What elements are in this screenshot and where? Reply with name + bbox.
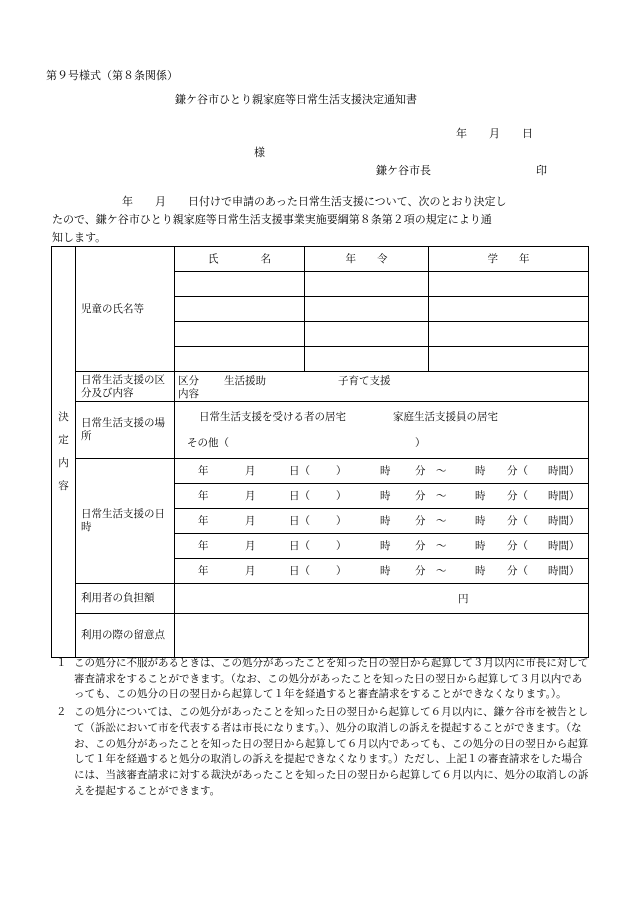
header-grade: 学 年 xyxy=(429,247,589,272)
dt-hours: 時間） xyxy=(548,540,580,552)
dt-hour-end: 時 xyxy=(475,515,486,527)
intro-line-3: 知します。 xyxy=(52,231,107,244)
dt-minute-end: 分（ xyxy=(507,465,528,477)
burden-unit: 円 xyxy=(458,593,469,605)
place-other-close: ） xyxy=(415,437,426,449)
dt-hours: 時間） xyxy=(548,465,580,477)
dt-hour-end: 時 xyxy=(475,465,486,477)
dt-paren: ） xyxy=(336,465,347,477)
dt-day: 日（ xyxy=(289,565,310,577)
dt-paren: ） xyxy=(336,565,347,577)
dt-month: 月 xyxy=(245,490,256,502)
child-grade-cell[interactable] xyxy=(429,272,589,297)
child-name-cell[interactable] xyxy=(175,322,305,347)
dt-hour-end: 時 xyxy=(475,540,486,552)
datetime-label: 日常生活支援の日時 xyxy=(76,459,175,584)
header-name: 氏 名 xyxy=(175,247,305,272)
document-title: 鎌ケ谷市ひとり親家庭等日常生活支援決定通知書 xyxy=(175,93,417,106)
dt-month: 月 xyxy=(245,515,256,527)
usage-notes-cell[interactable] xyxy=(175,614,589,658)
dt-hours: 時間） xyxy=(548,490,580,502)
dt-minute-start: 分 〜 xyxy=(415,565,447,577)
decision-table xyxy=(51,246,589,658)
dt-month: 月 xyxy=(245,540,256,552)
dt-hour-start: 時 xyxy=(380,465,391,477)
dt-year: 年 xyxy=(198,540,209,552)
dt-minute-start: 分 〜 xyxy=(415,540,447,552)
child-age-cell[interactable] xyxy=(305,272,429,297)
dt-hour-start: 時 xyxy=(380,565,391,577)
dt-hour-start: 時 xyxy=(380,490,391,502)
child-name-cell[interactable] xyxy=(175,347,305,372)
dt-hours: 時間） xyxy=(548,565,580,577)
legal-note-2-text: この処分については、この処分があったことを知った日の翌日から起算して６月以内に、鎌ケ谷市を被告として（訴訟において市を代表する者は市長になります。）、処分の取消しの訴えを提起することができます。（なお、この処分があったことを知った日の翌日から起算して６月以内であっても、この処分の日の翌日から起算して１年を経過すると処分の取消しの訴えを提起できなくなります。）ただし、上記１の審査請求をした場合には、当該審査請求に対する裁決があったことを知った日の翌日から起算して６月以内に、処分の取消しの訴えを提起することができます。 xyxy=(74,706,589,797)
dt-paren: ） xyxy=(336,490,347,502)
dt-hour-start: 時 xyxy=(380,540,391,552)
dt-hours: 時間） xyxy=(548,515,580,527)
legal-note-1-text: この処分に不服があるときは、この処分があったことを知った日の翌日から起算して３月以内に市長に対して審査請求をすることができます。（なお、この処分があったことを知った日の翌日から起算して３月以内であっても、この処分の日の翌日から起算して１年を経過すると審査請求をすることができなくなります。）。 xyxy=(74,657,589,701)
dt-month: 月 xyxy=(245,565,256,577)
burden-label: 利用者の負担額 xyxy=(76,584,175,614)
child-grade-cell[interactable] xyxy=(429,322,589,347)
place-label: 日常生活支援の場所 xyxy=(76,402,175,459)
datetime-row[interactable] xyxy=(175,534,589,559)
dt-year: 年 xyxy=(198,490,209,502)
datetime-row[interactable] xyxy=(175,509,589,534)
dt-day: 日（ xyxy=(289,540,310,552)
datetime-row[interactable] xyxy=(175,484,589,509)
header-age: 年 令 xyxy=(305,247,429,272)
dt-year: 年 xyxy=(198,515,209,527)
dt-minute-end: 分（ xyxy=(507,515,528,527)
datetime-row[interactable] xyxy=(175,459,589,484)
child-grade-cell[interactable] xyxy=(429,347,589,372)
dt-day: 日（ xyxy=(289,465,310,477)
legal-note-1: １ この処分に不服があるときは、この処分があったことを知った日の翌日から起算して３月以内に市長に対して審査請求をすることができます。（なお、この処分があったことを知った日の翌日から起算して３月以内であっても、この処分の日の翌日から起算して１年を経過すると審査請求をすることができなくなります。）。 xyxy=(56,657,589,701)
place-option-home[interactable]: 日常生活支援を受ける者の居宅 xyxy=(199,411,346,423)
dt-minute-start: 分 〜 xyxy=(415,490,447,502)
place-option-other[interactable]: その他（ xyxy=(187,437,229,449)
legal-note-2: ２ この処分については、この処分があったことを知った日の翌日から起算して６月以内に、鎌ケ谷市を被告として（訴訟において市を代表する者は市長になります。）、処分の取消しの訴えを提起することができます。（なお、この処分があったことを知った日の翌日から起算して６月以内であっても、この処分の日の翌日から起算して１年を経過すると処分の取消しの訴えを提起できなくなります。）ただし、上記１の審査請求をした場合には、当該審査請求に対する裁決があったことを知った日の翌日から起算して６月以内に、処分の取消しの訴えを提起することができます。 xyxy=(56,706,589,797)
child-grade-cell[interactable] xyxy=(429,297,589,322)
issue-date: 年 月 日 xyxy=(456,127,533,140)
dt-hour-start: 時 xyxy=(380,515,391,527)
child-age-cell[interactable] xyxy=(305,322,429,347)
datetime-row[interactable] xyxy=(175,559,589,584)
dt-minute-end: 分（ xyxy=(507,540,528,552)
issuer-name: 鎌ケ谷市長 xyxy=(376,164,431,177)
dt-year: 年 xyxy=(198,565,209,577)
dt-hour-end: 時 xyxy=(475,490,486,502)
dt-minute-start: 分 〜 xyxy=(415,465,447,477)
dt-day: 日（ xyxy=(289,515,310,527)
dt-hour-end: 時 xyxy=(475,565,486,577)
child-age-cell[interactable] xyxy=(305,347,429,372)
category-option-living[interactable]: 生活援助 xyxy=(224,375,266,387)
category-kubun-label: 区分 xyxy=(178,375,199,387)
category-cell xyxy=(175,372,589,402)
dt-minute-start: 分 〜 xyxy=(415,515,447,527)
form-number: 第９号様式（第８条関係） xyxy=(46,69,178,82)
intro-line-2: たので、鎌ケ谷市ひとり親家庭等日常生活支援事業実施要綱第８条第２項の規定により通 xyxy=(52,213,492,226)
dt-paren: ） xyxy=(336,515,347,527)
dt-year: 年 xyxy=(198,465,209,477)
addressee-suffix: 様 xyxy=(254,146,265,159)
child-name-cell[interactable] xyxy=(175,272,305,297)
seal-mark: 印 xyxy=(536,164,547,177)
dt-minute-end: 分（ xyxy=(507,490,528,502)
legal-notes xyxy=(52,656,592,799)
category-option-childcare[interactable]: 子育て支援 xyxy=(338,375,391,387)
category-label: 日常生活支援の区分及び内容 xyxy=(76,372,175,402)
category-naiyou-label: 内容 xyxy=(178,388,199,400)
usage-notes-label: 利用の際の留意点 xyxy=(76,614,175,658)
child-name-cell[interactable] xyxy=(175,297,305,322)
dt-paren: ） xyxy=(336,540,347,552)
child-age-cell[interactable] xyxy=(305,297,429,322)
children-label: 児童の氏名等 xyxy=(76,247,175,372)
burden-cell[interactable] xyxy=(175,584,589,614)
decision-content-label: 決 定 内 容 xyxy=(52,247,76,658)
place-option-supporter-home[interactable]: 家庭生活支援員の居宅 xyxy=(393,411,498,423)
dt-minute-end: 分（ xyxy=(507,565,528,577)
dt-day: 日（ xyxy=(289,490,310,502)
dt-month: 月 xyxy=(245,465,256,477)
intro-line-1: 年 月 日付けで申請のあった日常生活支援について、次のとおり決定し xyxy=(122,195,507,208)
place-cell xyxy=(175,402,589,459)
